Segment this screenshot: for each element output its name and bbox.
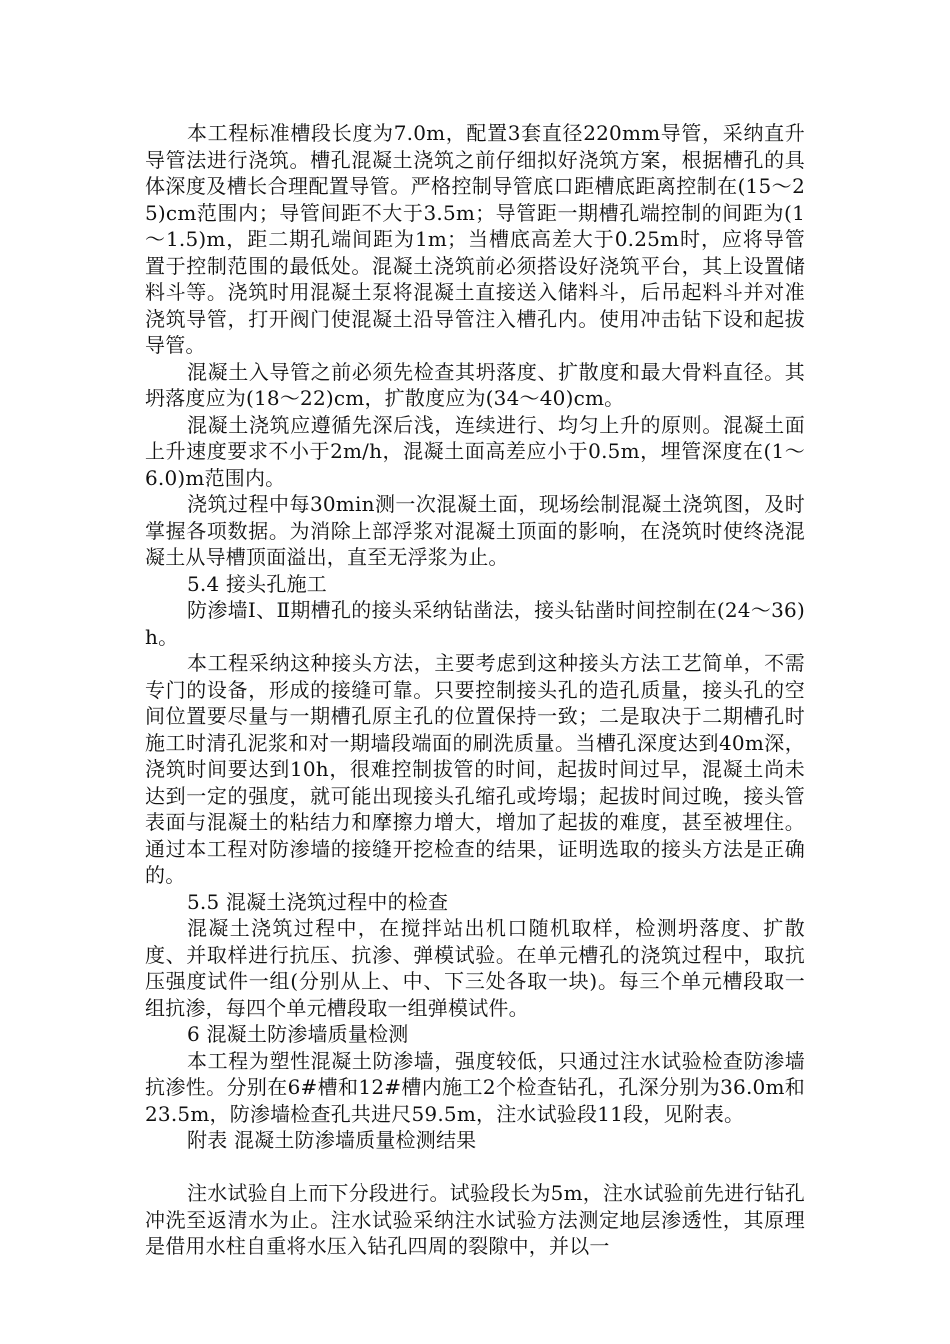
- section-heading-6: 6 混凝土防渗墙质量检测: [187, 1022, 409, 1046]
- table-caption: 附表 混凝土防渗墙质量检测结果: [187, 1128, 477, 1152]
- document-body: [145, 120, 805, 1260]
- paragraph-slump-check: 混凝土入导管之前必须先检查其坍落度、扩散度和最大骨料直径。其坍落度应为(18～22)cm，扩散度应为(34～40)cm。: [145, 359, 805, 410]
- paragraph-pouring-measurement: 浇筑过程中每30min测一次混凝土面，现场绘制混凝土浇筑图，及时掌握各项数据。为消除上部浮浆对混凝土顶面的影响，在浇筑时使终浇混凝土从导槽顶面溢出，直至无浮浆为止。: [145, 492, 805, 569]
- paragraph-joint-reasoning: 本工程采纳这种接头方法，主要考虑到这种接头方法工艺简单，不需专门的设备，形成的接缝可靠。只要控制接头孔的造孔质量，接头孔的空间位置要尽量与一期槽孔原主孔的位置保持一致；二是取决于二期槽孔时施工时清孔泥浆和对一期墙段端面的刷洗质量。当槽孔深度达到40m深，浇筑时间要达到10h，很难控制拔管的时间，起拔时间过早，混凝土尚未达到一定的强度，就可能出现接头孔缩孔或垮塌；起拔时间过晚，接头管表面与混凝土的粘结力和摩擦力增大，增加了起拔的难度，甚至被埋住。通过本工程对防渗墙的接缝开挖检查的结果，证明选取的接头方法是正确的。: [145, 651, 805, 887]
- paragraph-quality-testing: 本工程为塑性混凝土防渗墙，强度较低，只通过注水试验检查防渗墙抗渗性。分别在6#槽和12#槽内施工2个检查钻孔，孔深分别为36.0m和23.5m，防渗墙检查孔共进尺59.5m，注水试验段11段，见附表。: [145, 1048, 805, 1126]
- paragraph-joint-method: 防渗墙Ⅰ、Ⅱ期槽孔的接头采纳钻凿法，接头钻凿时间控制在(24～36)h。: [145, 598, 805, 649]
- section-heading-5-4: 5.4 接头孔施工: [187, 571, 327, 596]
- paragraph-pouring-inspection: 混凝土浇筑过程中，在搅拌站出机口随机取样，检测坍落度、扩散度、并取样进行抗压、抗渗、弹模试验。在单元槽孔的浇筑过程中，取抗压强度试件一组(分别从上、中、下三处各取一块)。每三个单元槽段取一组抗渗，每四个单元槽段取一组弹模试件。: [145, 916, 805, 1020]
- blank-line: [145, 1154, 805, 1181]
- paragraph-water-injection-test: 注水试验自上而下分段进行。试验段长为5m，注水试验前先进行钻孔冲洗至返清水为止。注水试验采纳注水试验方法测定地层渗透性，其原理是借用水柱自重将水压入钻孔四周的裂隙中，并以一: [145, 1181, 805, 1258]
- section-heading-5-5: 5.5 混凝土浇筑过程中的检查: [187, 889, 449, 914]
- paragraph-concrete-pouring-plan: 本工程标准槽段长度为7.0m，配置3套直径220mm导管，采纳直升导管法进行浇筑。槽孔混凝土浇筑之前仔细拟好浇筑方案，根据槽孔的具体深度及槽长合理配置导管。严格控制导管底口距槽底距离控制在(15～25)cm范围内；导管间距不大于3.5m；导管距一期槽孔端控制的间距为(1～1.5)m，距二期孔端间距为1m；当槽底高差大于0.25m时，应将导管置于控制范围的最低处。混凝土浇筑前必须搭设好浇筑平台，其上设置储料斗等。浇筑时用混凝土泵将混凝土直接送入储料斗，后吊起料斗并对准浇筑导管，打开阀门使混凝土沿导管注入槽孔内。使用冲击钻下设和起拔导管。: [145, 121, 805, 357]
- paragraph-pouring-principle: 混凝土浇筑应遵循先深后浅，连续进行、均匀上升的原则。混凝土面上升速度要求不小于2m/h，混凝土面高差应小于0.5m，埋管深度在(1～6.0)m范围内。: [145, 412, 805, 490]
